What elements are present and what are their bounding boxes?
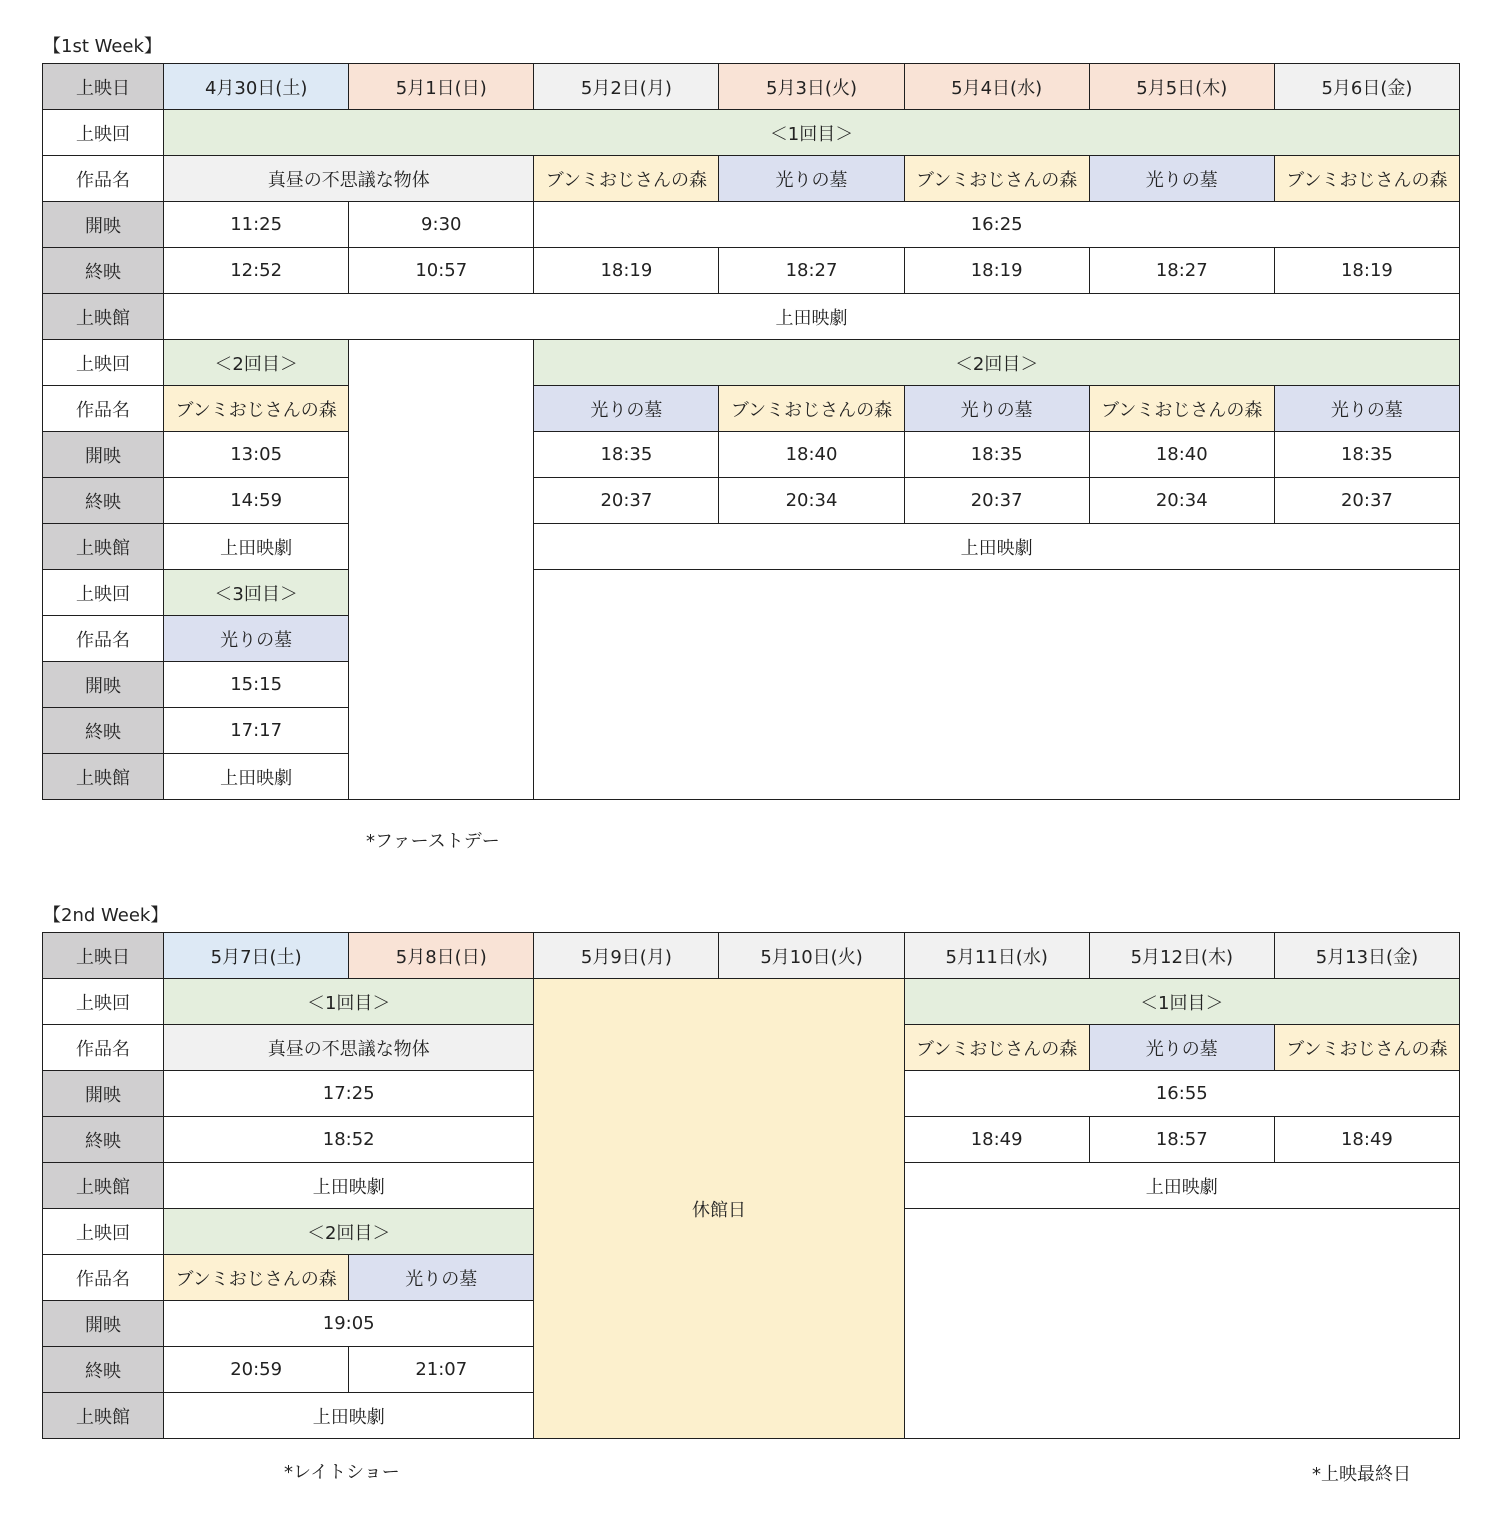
row-label-start: 開映	[43, 202, 164, 248]
round-label: ＜3回目＞	[164, 570, 349, 616]
week1-round3-row	[43, 570, 1460, 616]
week1-round2-end-row	[43, 478, 1460, 524]
row-label-venue: 上映館	[43, 1163, 164, 1209]
start-time: 17:25	[164, 1071, 534, 1117]
film-title: ブンミおじさんの森	[1274, 1025, 1459, 1071]
day-header: 5月7日(土)	[164, 933, 349, 979]
end-time: 20:59	[164, 1347, 349, 1393]
end-time: 17:17	[164, 708, 349, 754]
week2-schedule-table	[42, 932, 1460, 1439]
row-label-end: 終映	[43, 1117, 164, 1163]
end-time: 14:59	[164, 478, 349, 524]
round-label: ＜1回目＞	[904, 979, 1459, 1025]
week1-date-row	[43, 64, 1460, 110]
week1-round2-venue-row	[43, 524, 1460, 570]
row-label-round: 上映回	[43, 340, 164, 386]
first-day-note: *ファーストデー	[366, 831, 500, 852]
round-label: ＜2回目＞	[164, 1209, 534, 1255]
venue: 上田映劇	[164, 294, 1460, 340]
film-title: ブンミおじさんの森	[164, 1255, 349, 1301]
row-label-title: 作品名	[43, 1255, 164, 1301]
end-time: 18:19	[1274, 248, 1459, 294]
empty-area	[534, 570, 1460, 800]
film-title: 真昼の不思議な物体	[164, 1025, 534, 1071]
venue: 上田映劇	[164, 754, 349, 800]
end-time: 18:19	[534, 248, 719, 294]
week1-round1-row	[43, 110, 1460, 156]
end-time: 12:52	[164, 248, 349, 294]
start-time: 16:55	[904, 1071, 1459, 1117]
film-title: 光りの墓	[1274, 386, 1459, 432]
start-time: 18:35	[1274, 432, 1459, 478]
row-label-date: 上映日	[43, 933, 164, 979]
start-time: 18:35	[904, 432, 1089, 478]
day-header: 5月2日(月)	[534, 64, 719, 110]
film-title: 光りの墓	[1089, 1025, 1274, 1071]
end-time: 18:52	[164, 1117, 534, 1163]
week1-round1-venue-row	[43, 294, 1460, 340]
film-title: 光りの墓	[719, 156, 904, 202]
row-label-venue: 上映館	[43, 294, 164, 340]
end-time: 18:27	[1089, 248, 1274, 294]
start-time: 18:40	[719, 432, 904, 478]
start-time: 11:25	[164, 202, 349, 248]
start-time: 13:05	[164, 432, 349, 478]
day-header: 5月12日(木)	[1089, 933, 1274, 979]
day-header: 5月1日(日)	[349, 64, 534, 110]
late-show-note: *レイトショー	[284, 1462, 400, 1483]
row-label-title: 作品名	[43, 156, 164, 202]
venue: 上田映劇	[164, 524, 349, 570]
film-title: ブンミおじさんの森	[904, 1025, 1089, 1071]
film-title: 光りの墓	[904, 386, 1089, 432]
day-header: 5月4日(水)	[904, 64, 1089, 110]
round-label: ＜2回目＞	[164, 340, 349, 386]
row-label-title: 作品名	[43, 386, 164, 432]
venue: 上田映劇	[164, 1393, 534, 1439]
day-header: 5月5日(木)	[1089, 64, 1274, 110]
end-time: 10:57	[349, 248, 534, 294]
row-label-start: 開映	[43, 662, 164, 708]
row-label-title: 作品名	[43, 616, 164, 662]
day-header: 4月30日(土)	[164, 64, 349, 110]
week1-round1-start-row	[43, 202, 1460, 248]
row-label-end: 終映	[43, 478, 164, 524]
start-time: 18:40	[1089, 432, 1274, 478]
film-title: 光りの墓	[1089, 156, 1274, 202]
week1-title: 【1st Week】	[43, 36, 162, 57]
venue: 上田映劇	[534, 524, 1460, 570]
end-time: 18:27	[719, 248, 904, 294]
venue: 上田映劇	[904, 1163, 1459, 1209]
empty-area	[904, 1209, 1459, 1439]
film-title: ブンミおじさんの森	[534, 156, 719, 202]
day-header: 5月6日(金)	[1274, 64, 1459, 110]
start-time: 16:25	[534, 202, 1460, 248]
end-time: 20:37	[1274, 478, 1459, 524]
end-time: 18:49	[904, 1117, 1089, 1163]
week1-schedule-table	[42, 63, 1460, 800]
row-label-start: 開映	[43, 1301, 164, 1347]
day-header: 5月10日(火)	[719, 933, 904, 979]
week1-round1-end-row	[43, 248, 1460, 294]
row-label-round: 上映回	[43, 570, 164, 616]
row-label-venue: 上映館	[43, 754, 164, 800]
round-label: ＜2回目＞	[534, 340, 1460, 386]
row-label-end: 終映	[43, 1347, 164, 1393]
venue: 上田映劇	[164, 1163, 534, 1209]
day-header: 5月13日(金)	[1274, 933, 1459, 979]
film-title: 光りの墓	[534, 386, 719, 432]
row-label-venue: 上映館	[43, 1393, 164, 1439]
end-time: 21:07	[349, 1347, 534, 1393]
last-day-note: *上映最終日	[1312, 1464, 1411, 1485]
end-time: 18:19	[904, 248, 1089, 294]
film-title: 光りの墓	[164, 616, 349, 662]
row-label-round: 上映回	[43, 979, 164, 1025]
film-title: ブンミおじさんの森	[904, 156, 1089, 202]
film-title: ブンミおじさんの森	[1089, 386, 1274, 432]
start-time: 15:15	[164, 662, 349, 708]
row-label-start: 開映	[43, 432, 164, 478]
week2-date-row	[43, 933, 1460, 979]
row-label-end: 終映	[43, 248, 164, 294]
row-label-round: 上映回	[43, 1209, 164, 1255]
week2-title: 【2nd Week】	[43, 905, 169, 926]
round-label: ＜1回目＞	[164, 110, 1460, 156]
day-header: 5月11日(水)	[904, 933, 1089, 979]
start-time: 18:35	[534, 432, 719, 478]
closed-day: 休館日	[534, 979, 904, 1439]
end-time: 20:34	[719, 478, 904, 524]
empty-area	[349, 340, 534, 800]
week1-round2-title-row	[43, 386, 1460, 432]
film-title: 真昼の不思議な物体	[164, 156, 534, 202]
day-header: 5月9日(月)	[534, 933, 719, 979]
film-title: 光りの墓	[349, 1255, 534, 1301]
row-label-date: 上映日	[43, 64, 164, 110]
start-time: 9:30	[349, 202, 534, 248]
row-label-venue: 上映館	[43, 524, 164, 570]
row-label-title: 作品名	[43, 1025, 164, 1071]
start-time: 19:05	[164, 1301, 534, 1347]
row-label-start: 開映	[43, 1071, 164, 1117]
day-header: 5月8日(日)	[349, 933, 534, 979]
week2-round1-row	[43, 979, 1460, 1025]
row-label-end: 終映	[43, 708, 164, 754]
film-title: ブンミおじさんの森	[164, 386, 349, 432]
end-time: 18:49	[1274, 1117, 1459, 1163]
week1-round2-row	[43, 340, 1460, 386]
end-time: 20:37	[534, 478, 719, 524]
film-title: ブンミおじさんの森	[1274, 156, 1459, 202]
round-label: ＜1回目＞	[164, 979, 534, 1025]
end-time: 20:37	[904, 478, 1089, 524]
week1-round1-title-row	[43, 156, 1460, 202]
film-title: ブンミおじさんの森	[719, 386, 904, 432]
end-time: 18:57	[1089, 1117, 1274, 1163]
end-time: 20:34	[1089, 478, 1274, 524]
week1-round2-start-row	[43, 432, 1460, 478]
row-label-round: 上映回	[43, 110, 164, 156]
day-header: 5月3日(火)	[719, 64, 904, 110]
